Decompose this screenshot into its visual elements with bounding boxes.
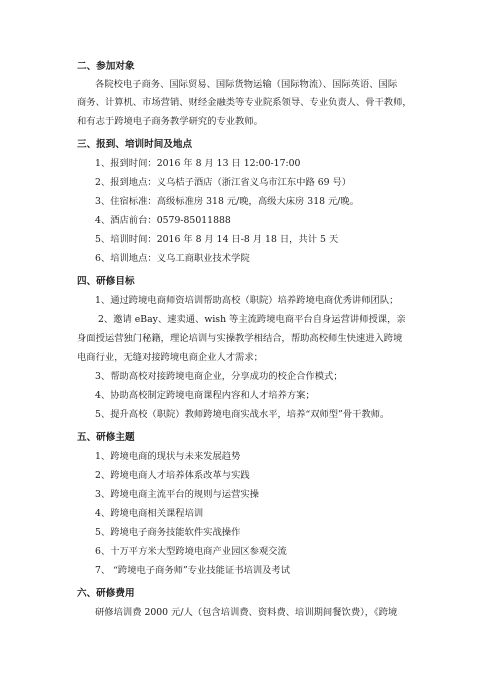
list-item: 2、跨境电商人才培养体系改革与实践 bbox=[95, 470, 250, 481]
section-heading-participants: 二、参加对象 bbox=[77, 61, 135, 72]
list-item: 1、跨境电商的现状与未来发展趋势 bbox=[95, 451, 241, 462]
list-item: 3、帮助高校对接跨境电商企业，分享成功的校企合作模式； bbox=[95, 371, 343, 382]
paragraph-line: 身面授运营独门秘籍，理论培训与实操教学相结合，帮助高校师生快速进入跨境 bbox=[77, 333, 403, 344]
list-item: 7、 “跨境电子商务师”专业技能证书培训及考试 bbox=[95, 565, 291, 576]
list-item: 4、跨境电商相关课程培训 bbox=[95, 508, 204, 519]
section-heading-fees: 六、研修费用 bbox=[77, 588, 135, 599]
list-item: 5、跨境电子商务技能软件实战操作 bbox=[95, 527, 241, 538]
list-item: 4、协助高校制定跨境电商课程内容和人才培养方案； bbox=[95, 390, 315, 401]
paragraph-line: 商务、计算机、市场营销、财经金融类等专业院系领导、专业负责人、骨干教师， bbox=[77, 97, 412, 108]
list-item: 5、提升高校（职院）教师跨境电商实战水平，培养“双师型”骨干教师。 bbox=[95, 409, 390, 420]
list-item: 1、通过跨境电商师资培训帮助高校（职院）培养跨境电商优秀讲师团队； bbox=[95, 295, 399, 306]
list-item: 1、报到时间：2016 年 8 月 13 日 12:00-17:00 bbox=[95, 158, 301, 169]
list-item: 6、十万平方米大型跨境电商产业园区参观交流 bbox=[95, 546, 287, 557]
paragraph-line: 电商行业，无缝对接跨境电商企业人才需求； bbox=[77, 352, 263, 363]
list-item: 5、培训时间：2016 年 8 月 14 日-8 月 18 日，共计 5 天 bbox=[95, 234, 339, 245]
paragraph-line: 和有志于跨境电子商务教学研究的专业教师。 bbox=[77, 116, 263, 127]
list-item: 3、跨境电商主流平台的规则与运营实操 bbox=[95, 489, 259, 500]
list-item: 6、培训地点：义乌工商职业技术学院 bbox=[95, 253, 250, 264]
section-heading-topics: 五、研修主题 bbox=[77, 432, 135, 443]
paragraph-line: 研修培训费 2000 元/人（包含培训费、资料费、培训期间餐饮费），《跨境 bbox=[95, 607, 398, 618]
section-heading-registration: 三、报到、培训时间及地点 bbox=[77, 139, 193, 150]
list-item: 4、酒店前台：0579-85011888 bbox=[95, 215, 231, 226]
section-heading-goals: 四、研修目标 bbox=[77, 276, 135, 287]
list-item: 2、邀请 eBay、速卖通、wish 等主流跨境电商平台自身运营讲师授课，亲 bbox=[98, 314, 406, 325]
paragraph-line: 各院校电子商务、国际贸易、国际货物运输（国际物流）、国际英语、国际 bbox=[95, 79, 398, 90]
list-item: 3、住宿标准：高级标准房 318 元/晚，高级大床房 318 元/晚。 bbox=[95, 196, 360, 207]
list-item: 2、报到地点：义乌桔子酒店（浙江省义乌市江东中路 69 号） bbox=[95, 177, 352, 188]
